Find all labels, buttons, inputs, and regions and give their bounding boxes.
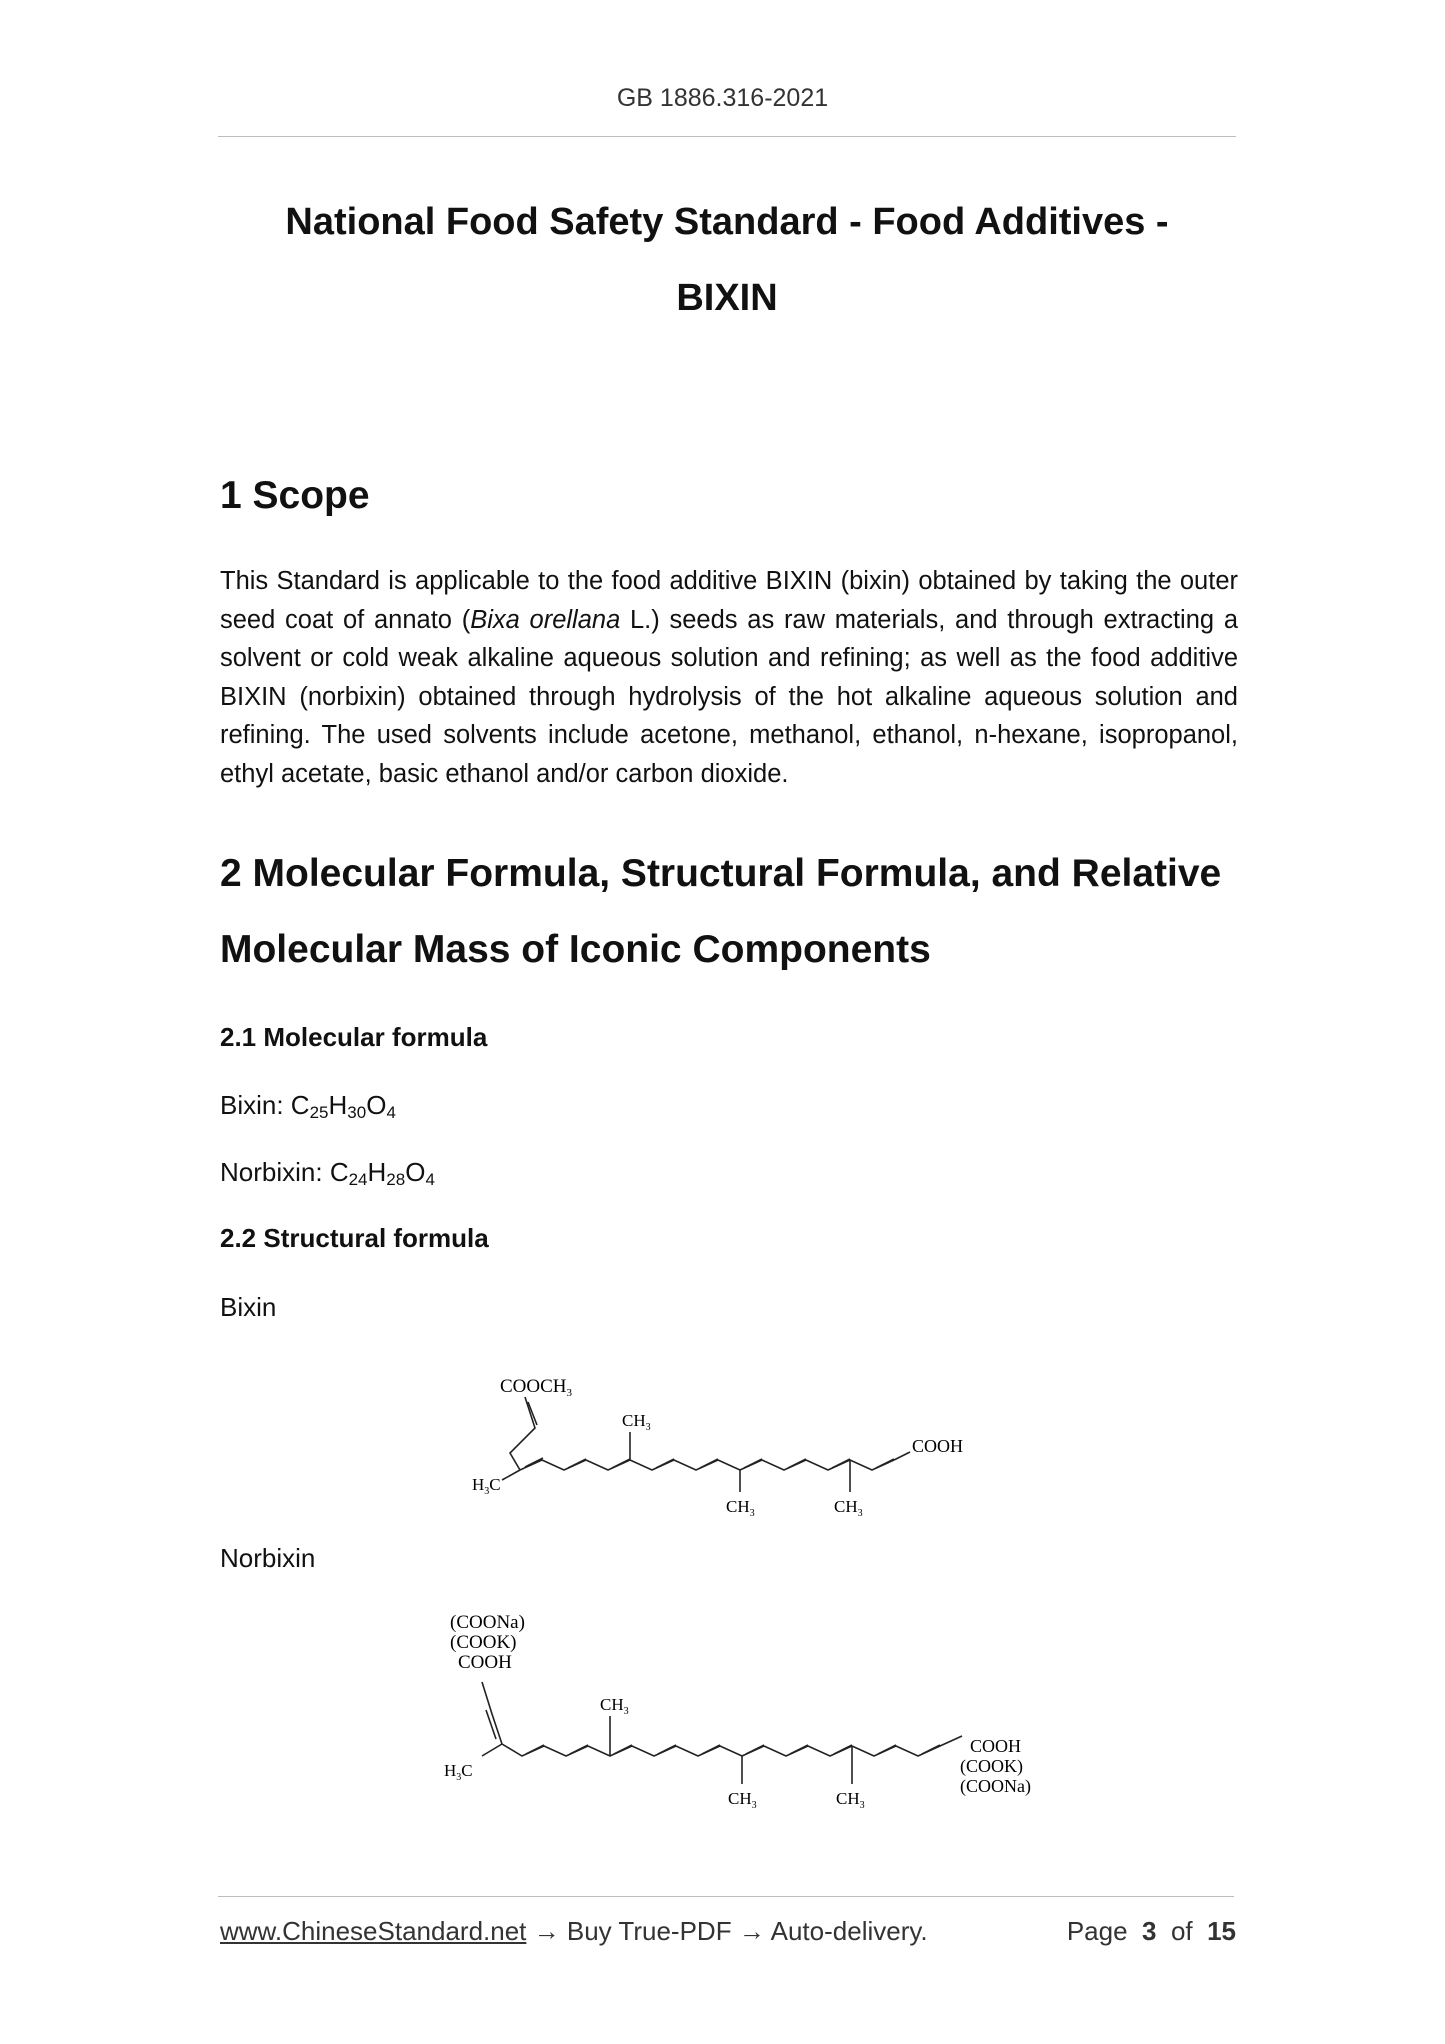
norbixin-right-group-2: (COOK) [960,1756,1023,1776]
bixin-formula-label: Bixin: C [220,1090,310,1120]
bixin-o-letter: O [366,1090,387,1120]
norbixin-top-group-1: (COONa) [450,1612,525,1633]
page-total: 15 [1207,1916,1236,1946]
subsection-2-2-heading: 2.2 Structural formula [220,1223,489,1253]
bixin-methyl-top: $CH_3$ [622,1411,651,1433]
page-word: Page [1066,1916,1128,1946]
bixin-methyl-bottom-1: $CH_3$ [726,1497,755,1519]
bixin-caption: Bixin [220,1292,277,1322]
bixin-structural-formula [430,1352,1030,1522]
header-divider [218,136,1236,137]
bixin-carbon-chain [502,1397,910,1492]
section-2-heading-line-1: 2 Molecular Formula, Structural Formula, and Relative [220,852,1222,895]
norbixin-top-group-2: (COOK) [450,1632,517,1653]
title-line-2: BIXIN [676,277,778,319]
section-2-heading [220,836,1221,988]
bixin-methyl-bottom-2: $CH_3$ [834,1497,863,1519]
section-2-heading-line-2: Molecular Mass of Iconic Components [220,928,931,971]
bixin-c-count: 25 [309,1103,329,1122]
page-indicator [1067,1916,1236,1947]
norbixin-methyl-bottom-1: $CH_3$ [728,1789,757,1811]
scope-text-2: L.) seeds as raw materials, and through extracting a solvent or cold weak alkaline aqueous solution and refining; as well as the food additive BIXIN (norbixin) obtained through hydrolysis of the hot alkaline aqueous solution and refining. The used solvents include acetone, methanol, ethanol, n-hexane, isopropanol, ethyl acetate, basic ethanol and/or carbon dioxide. [220,605,1238,788]
norbixin-methyl-top: $CH_3$ [600,1695,629,1717]
bixin-molecular-formula [220,1090,396,1121]
norbixin-o-letter: O [405,1157,426,1187]
norbixin-h-count: 28 [386,1170,406,1189]
of-word: of [1170,1916,1193,1946]
scope-text-1: This Standard is applicable to the food additive BIXIN (bixin) obtained by taking the outer seed coat of annato ( [220,567,1238,634]
bixin-h-count: 30 [347,1103,367,1122]
norbixin-c-count: 24 [348,1170,368,1189]
bixin-o-count: 4 [386,1103,396,1122]
norbixin-h-letter: H [367,1157,387,1187]
subsection-2-1-heading: 2.1 Molecular formula [220,1022,488,1052]
norbixin-carbon-chain [482,1682,962,1784]
norbixin-molecular-formula [220,1157,435,1188]
scope-text-italic: Bixa orellana [470,605,621,634]
bixin-right-group: COOH [912,1436,964,1456]
bixin-top-group: $COOCH_3$ [500,1376,573,1399]
norbixin-o-count: 4 [425,1170,435,1189]
title-line-1: National Food Safety Standard - Food Additives - [285,201,1169,243]
norbixin-structural-formula [430,1606,1050,1836]
section-1-heading: 1 Scope [220,474,370,517]
document-code: GB 1886.316-2021 [616,84,829,112]
arrow-right-icon: → [738,1916,765,1946]
norbixin-left-methyl: $H_3C$ [444,1761,473,1783]
page-footer [220,1916,1236,1947]
norbixin-methyl-bottom-2: $CH_3$ [836,1789,865,1811]
footer-divider [218,1896,1234,1897]
norbixin-right-group-3: (COONa) [960,1776,1031,1796]
bixin-h-letter: H [328,1090,348,1120]
arrow-right-icon: → [533,1916,560,1946]
norbixin-caption: Norbixin [220,1543,316,1573]
page-number: 3 [1142,1916,1157,1946]
auto-delivery-text: Auto-delivery. [770,1916,928,1946]
norbixin-right-group-1: COOH [970,1736,1022,1756]
scope-paragraph [220,562,1238,793]
norbixin-formula-label: Norbixin: C [220,1157,349,1187]
bixin-left-methyl: $H_3C$ [472,1475,501,1497]
buy-true-pdf-text: Buy True-PDF [566,1916,732,1946]
norbixin-top-group-3: COOH [458,1652,512,1673]
document-title [218,184,1236,336]
website-link[interactable]: www.ChineseStandard.net [220,1916,527,1946]
